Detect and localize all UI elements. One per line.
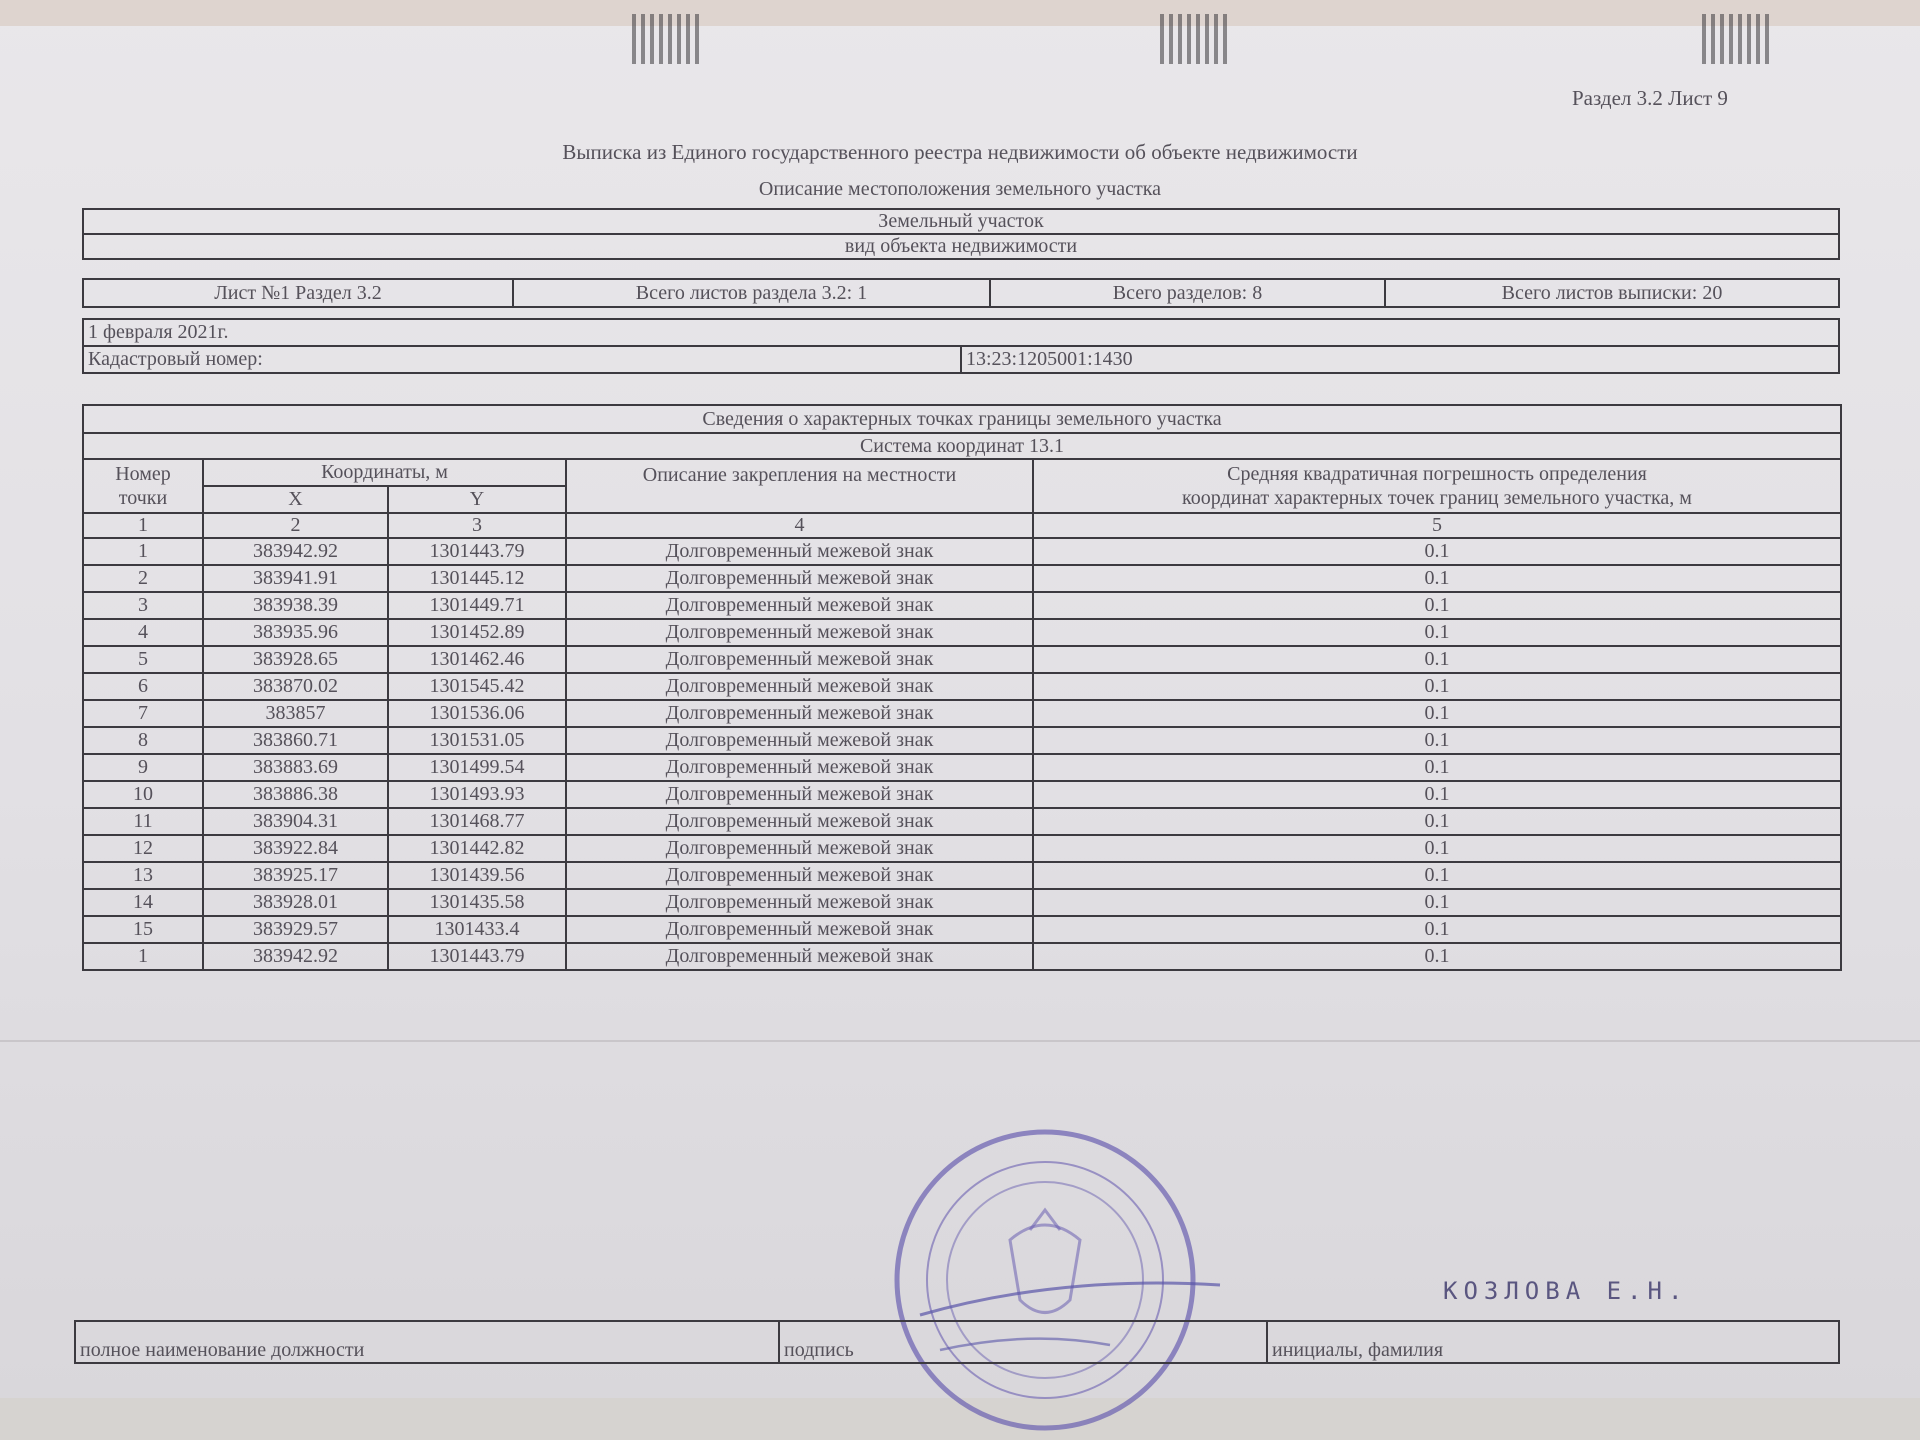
coord-y: 1301462.46: [388, 646, 566, 673]
coord-y: 1301435.58: [388, 889, 566, 916]
cadastral-number: 13:23:1205001:1430: [961, 346, 1839, 373]
point-number: 11: [83, 808, 203, 835]
mark-description: Долговременный межевой знак: [566, 592, 1033, 619]
coord-x: 383941.91: [203, 565, 388, 592]
coord-x: 383904.31: [203, 808, 388, 835]
signature-caption: подпись: [779, 1321, 1267, 1363]
document-title: Выписка из Единого государственного реестра недвижимости об объекте недвижимости: [562, 140, 1358, 164]
coord-y: 1301433.4: [388, 916, 566, 943]
mean-error: 0.1: [1033, 565, 1841, 592]
coord-x: 383935.96: [203, 619, 388, 646]
document-subtitle: Описание местоположения земельного участка: [758, 178, 1162, 200]
header-point-number: [83, 459, 203, 513]
coord-x: 383929.57: [203, 916, 388, 943]
page-fold: [0, 1040, 1920, 1042]
mean-error: 0.1: [1033, 646, 1841, 673]
header-x: X: [203, 486, 388, 513]
point-number: 13: [83, 862, 203, 889]
header-description: Описание закрепления на местности: [566, 459, 1033, 513]
table-row: [83, 889, 1841, 916]
mean-error: 0.1: [1033, 862, 1841, 889]
table-row: [83, 943, 1841, 970]
coord-y: 1301493.93: [388, 781, 566, 808]
point-number: 6: [83, 673, 203, 700]
table-row: [83, 538, 1841, 565]
coord-y: 1301545.42: [388, 673, 566, 700]
name-cell: [1267, 1277, 1839, 1363]
mean-error: 0.1: [1033, 835, 1841, 862]
object-type-caption: вид объекта недвижимости: [83, 234, 1839, 259]
coord-x: 383925.17: [203, 862, 388, 889]
table-row: [83, 916, 1841, 943]
points-rows: [83, 538, 1841, 970]
coord-x: 383942.92: [203, 538, 388, 565]
point-number: 14: [83, 889, 203, 916]
point-number: 4: [83, 619, 203, 646]
mark-description: Долговременный межевой знак: [566, 835, 1033, 862]
coord-y: 1301445.12: [388, 565, 566, 592]
coord-x: 383928.65: [203, 646, 388, 673]
mark-description: Долговременный межевой знак: [566, 754, 1033, 781]
table-row: [83, 700, 1841, 727]
coord-y: 1301443.79: [388, 538, 566, 565]
coord-x: 383938.39: [203, 592, 388, 619]
header-error-line1: Средняя квадратичная погрешность определения: [1227, 463, 1647, 485]
table-row: [83, 808, 1841, 835]
mean-error: 0.1: [1033, 943, 1841, 970]
table-row: [83, 862, 1841, 889]
coord-x: 383886.38: [203, 781, 388, 808]
header-error-line2: координат характерных точек границ земельного участка, м: [1182, 487, 1692, 509]
coord-x: 383870.02: [203, 673, 388, 700]
cadastral-label: Кадастровый номер:: [83, 346, 961, 373]
col-number-1: 1: [83, 513, 203, 538]
coord-x: 383857: [203, 700, 388, 727]
mark-description: Долговременный межевой знак: [566, 862, 1033, 889]
mean-error: 0.1: [1033, 592, 1841, 619]
table-row: [83, 835, 1841, 862]
mean-error: 0.1: [1033, 700, 1841, 727]
point-number: 15: [83, 916, 203, 943]
mark-description: Долговременный межевой знак: [566, 673, 1033, 700]
mark-description: Долговременный межевой знак: [566, 646, 1033, 673]
section-sheet-label: Раздел 3.2 Лист 9: [1572, 86, 1728, 110]
mean-error: 0.1: [1033, 673, 1841, 700]
mark-description: Долговременный межевой знак: [566, 565, 1033, 592]
mean-error: 0.1: [1033, 781, 1841, 808]
sheet-section: Лист №1 Раздел 3.2: [83, 279, 513, 307]
position-caption: полное наименование должности: [75, 1321, 779, 1363]
col-number-5: 5: [1033, 513, 1841, 538]
coord-system: Система координат 13.1: [83, 433, 1841, 459]
col-number-2: 2: [203, 513, 388, 538]
top-strip: [0, 0, 1920, 26]
coord-x: 383942.92: [203, 943, 388, 970]
point-number: 12: [83, 835, 203, 862]
point-number: 1: [83, 538, 203, 565]
table-row: [83, 619, 1841, 646]
header-coords: Координаты, м: [203, 459, 566, 486]
header-num-line2: точки: [118, 487, 168, 509]
mark-description: Долговременный межевой знак: [566, 727, 1033, 754]
header-y: Y: [388, 486, 566, 513]
official-seal-stamp: [880, 1120, 1210, 1440]
total-sheets-section: Всего листов раздела 3.2: 1: [513, 279, 990, 307]
mean-error: 0.1: [1033, 808, 1841, 835]
point-number: 2: [83, 565, 203, 592]
point-number: 1: [83, 943, 203, 970]
mean-error: 0.1: [1033, 619, 1841, 646]
object-type: Земельный участок: [83, 209, 1839, 234]
point-number: 3: [83, 592, 203, 619]
signature-table: [74, 1277, 1840, 1364]
coord-y: 1301536.06: [388, 700, 566, 727]
table-row: [83, 754, 1841, 781]
mark-description: Долговременный межевой знак: [566, 916, 1033, 943]
coord-y: 1301499.54: [388, 754, 566, 781]
coord-y: 1301443.79: [388, 943, 566, 970]
coord-y: 1301442.82: [388, 835, 566, 862]
mark-description: Долговременный межевой знак: [566, 619, 1033, 646]
coord-y: 1301531.05: [388, 727, 566, 754]
point-number: 9: [83, 754, 203, 781]
coord-x: 383860.71: [203, 727, 388, 754]
header-num-line1: Номер: [115, 463, 171, 485]
coord-y: 1301468.77: [388, 808, 566, 835]
sheet-info-table: [82, 278, 1840, 308]
mark-description: Долговременный межевой знак: [566, 808, 1033, 835]
table-row: [83, 565, 1841, 592]
mean-error: 0.1: [1033, 889, 1841, 916]
table-row: [83, 727, 1841, 754]
point-number: 10: [83, 781, 203, 808]
table-row: [83, 673, 1841, 700]
coord-x: 383928.01: [203, 889, 388, 916]
mark-description: Долговременный межевой знак: [566, 781, 1033, 808]
table-row: [83, 592, 1841, 619]
mean-error: 0.1: [1033, 727, 1841, 754]
coord-x: 383883.69: [203, 754, 388, 781]
name-caption: инициалы, фамилия: [1272, 1339, 1444, 1361]
coord-x: 383922.84: [203, 835, 388, 862]
point-number: 7: [83, 700, 203, 727]
mark-description: Долговременный межевой знак: [566, 889, 1033, 916]
total-sections: Всего разделов: 8: [990, 279, 1385, 307]
point-number: 5: [83, 646, 203, 673]
table-row: [83, 781, 1841, 808]
date-cadastral-table: [82, 318, 1840, 374]
points-table-title: Сведения о характерных точках границы земельного участка: [83, 405, 1841, 433]
mark-description: Долговременный межевой знак: [566, 538, 1033, 565]
coord-y: 1301439.56: [388, 862, 566, 889]
boundary-points-table: [82, 404, 1842, 971]
mean-error: 0.1: [1033, 754, 1841, 781]
coord-y: 1301449.71: [388, 592, 566, 619]
col-number-3: 3: [388, 513, 566, 538]
mark-description: Долговременный межевой знак: [566, 943, 1033, 970]
table-row: [83, 646, 1841, 673]
mark-description: Долговременный межевой знак: [566, 700, 1033, 727]
header-error: [1033, 459, 1841, 513]
stamp-name: КОЗЛОВА Е.Н.: [1443, 1277, 1689, 1305]
coord-y: 1301452.89: [388, 619, 566, 646]
total-sheets: Всего листов выписки: 20: [1385, 279, 1839, 307]
col-number-4: 4: [566, 513, 1033, 538]
point-number: 8: [83, 727, 203, 754]
mean-error: 0.1: [1033, 916, 1841, 943]
object-type-table: [82, 208, 1840, 260]
extract-date: 1 февраля 2021г.: [83, 319, 1839, 346]
mean-error: 0.1: [1033, 538, 1841, 565]
